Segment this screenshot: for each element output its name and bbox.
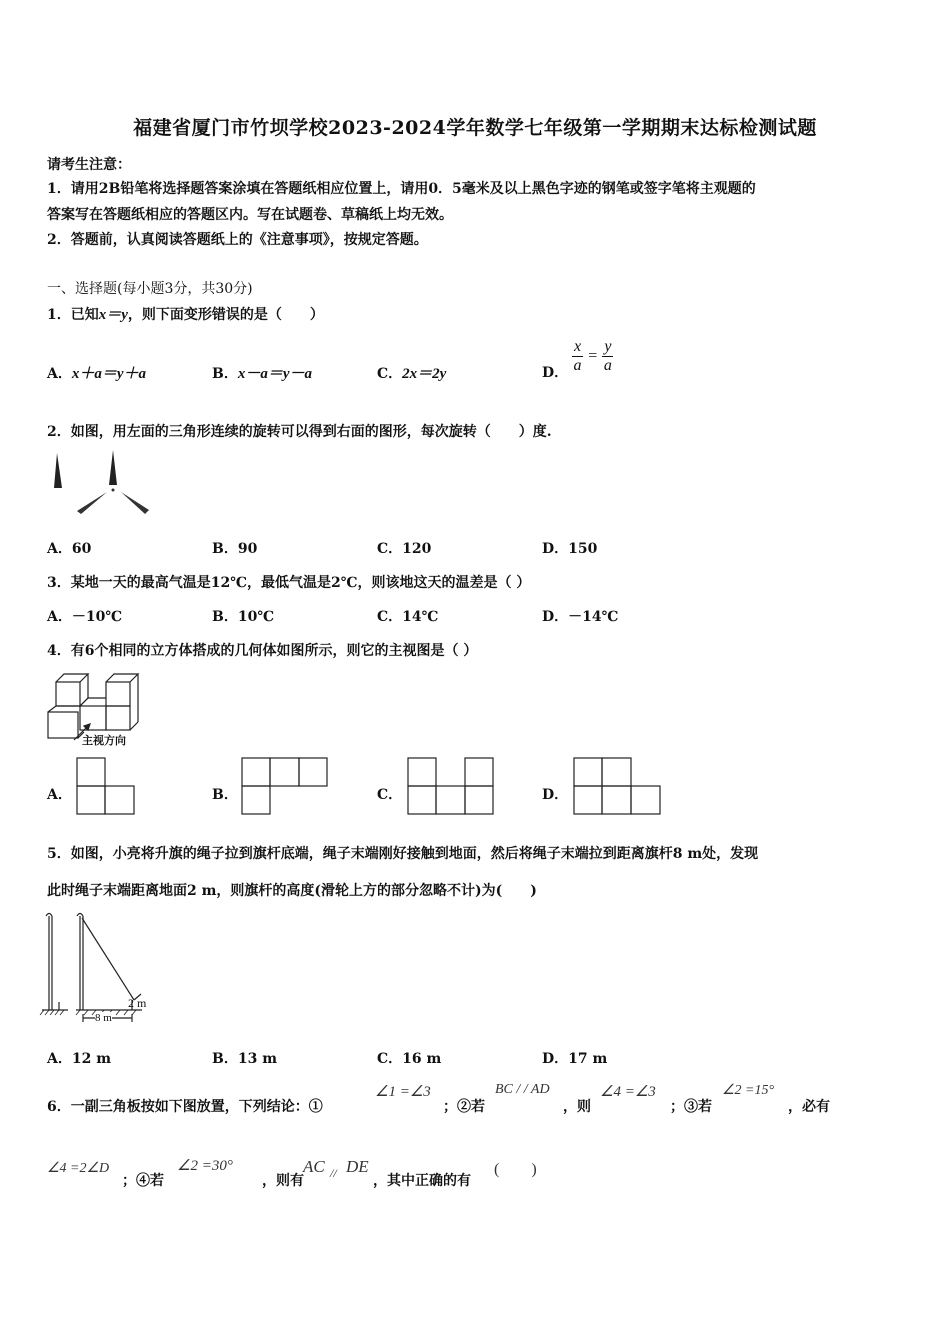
option-label: A． — [47, 541, 72, 557]
q6-math-6: ∠2 =30° — [177, 1158, 233, 1174]
option-text: 13 m — [237, 1051, 278, 1067]
q6-math-7b: // — [330, 1166, 337, 1180]
q3-option-a[interactable] — [47, 606, 122, 626]
option-text: 2x＝2y — [402, 366, 447, 382]
q1-stem-suffix: ，则下面变形错误的是（ ） — [127, 307, 324, 323]
q3-option-b[interactable] — [212, 606, 274, 626]
q4-option-b-label[interactable]: B． — [212, 787, 238, 803]
option-label: B． — [212, 366, 238, 382]
q4-option-d-figure — [573, 757, 663, 815]
q1-option-a[interactable] — [47, 362, 146, 383]
q1-option-d-label[interactable]: D． — [542, 365, 569, 381]
q5-label-8m: 8 m — [95, 1012, 112, 1024]
option-label: C． — [377, 609, 403, 625]
q6-text-1: 6．一副三角板按如下图放置，下列结论：① — [47, 1099, 323, 1115]
q5-option-b[interactable] — [212, 1048, 277, 1068]
option-label: D． — [542, 541, 569, 557]
q6-math-5: ∠4 =2∠D — [47, 1161, 110, 1176]
q6-text-4: ；③若 — [670, 1099, 712, 1115]
q3-stem: 3．某地一天的最高气温是12℃，最低气温是2℃，则该地这天的温差是（ ） — [47, 575, 531, 591]
option-text: 12 m — [71, 1051, 112, 1067]
q6-math-7a: AC — [303, 1157, 325, 1176]
q6-text-6: ；④若 — [122, 1173, 164, 1189]
option-text: 17 m — [568, 1051, 608, 1067]
q5-option-c[interactable] — [377, 1048, 441, 1068]
q2-stem: 2．如图，用左面的三角形连续的旋转可以得到右面的图形，每次旋转（ ）度. — [47, 424, 552, 440]
option-label: D． — [542, 609, 569, 625]
option-label: C． — [377, 541, 403, 557]
option-label: B． — [212, 541, 238, 557]
option-text: 120 — [402, 541, 432, 557]
option-text: 150 — [568, 541, 598, 557]
option-text: －14℃ — [568, 609, 619, 625]
q5-option-a[interactable] — [47, 1048, 111, 1068]
q4-option-b-figure — [241, 757, 329, 815]
option-text: 60 — [71, 541, 92, 557]
option-label: C． — [377, 1051, 403, 1067]
q1-stem — [47, 303, 324, 324]
option-label: B． — [212, 609, 238, 625]
q4-option-a-label[interactable]: A． — [47, 787, 72, 803]
notice-line-3: 2．答题前，认真阅读答题纸上的《注意事项》，按规定答题。 — [47, 232, 428, 248]
q4-stem: 4．有6个相同的立方体搭成的几何体如图所示，则它的主视图是（ ） — [47, 643, 478, 659]
q1-option-c[interactable] — [377, 362, 446, 383]
q6-answer-bracket: ( ) — [494, 1161, 537, 1178]
option-label: C． — [377, 366, 403, 382]
q2-option-b[interactable] — [212, 538, 257, 558]
option-label: B． — [212, 1051, 238, 1067]
page-title: 福建省厦门市竹坝学校2023-2024学年数学七年级第一学期期末达标检测试题 — [133, 117, 817, 139]
option-text: 10℃ — [237, 609, 275, 625]
q1-stem-math: x＝y — [98, 307, 128, 323]
fraction-y-over-a: $\frac{y}{a}$ — [603, 338, 612, 374]
q5-option-d[interactable] — [542, 1048, 607, 1068]
q6-math-7c: DE — [346, 1157, 369, 1176]
option-text: 16 m — [402, 1051, 442, 1067]
q1-option-d-fraction — [572, 338, 613, 375]
q6-text-3: ，则 — [563, 1099, 591, 1115]
q6-math-3: ∠4 =∠3 — [600, 1084, 656, 1100]
option-label: A． — [47, 1051, 72, 1067]
q2-option-d[interactable] — [542, 538, 597, 558]
q6-math-1: ∠1 =∠3 — [375, 1084, 431, 1100]
q2-rotation-figure — [45, 448, 155, 518]
q3-option-d[interactable] — [542, 606, 618, 626]
notice-heading: 请考生注意： — [47, 157, 131, 173]
option-label: A． — [47, 609, 72, 625]
option-label: A． — [47, 366, 72, 382]
q2-option-c[interactable] — [377, 538, 431, 558]
q6-text-7: ，则有 — [262, 1173, 304, 1189]
option-text: x＋a＝y＋a — [71, 366, 147, 382]
q5-label-2m: 2 m — [128, 996, 147, 1010]
q6-math-4: ∠2 =15° — [722, 1083, 775, 1098]
section-heading: 一、选择题(每小题3分，共30分) — [47, 281, 253, 297]
notice-line-1: 1．请用2B铅笔将选择题答案涂填在答题纸相应位置上，请用0．5毫米及以上黑色字迹的钢笔或签字笔将主观题的 — [47, 181, 756, 197]
q1-option-b[interactable] — [212, 362, 312, 383]
equals-sign: = — [588, 347, 598, 365]
q4-option-a-figure — [76, 757, 136, 815]
option-text: －10℃ — [71, 609, 123, 625]
q5-stem-line-2: 此时绳子末端距离地面2 m，则旗杆的高度(滑轮上方的部分忽略不计)为( ) — [47, 883, 537, 899]
q4-option-c-label[interactable]: C． — [377, 787, 403, 803]
option-label: D． — [542, 1051, 569, 1067]
q5-stem-line-1: 5．如图，小亮将升旗的绳子拉到旗杆底端，绳子末端刚好接触到地面，然后将绳子末端拉到距离旗杆8 m处，发现 — [47, 846, 759, 862]
q4-figure-label: 主视方向 — [82, 734, 126, 747]
q6-text-2: ；②若 — [443, 1099, 485, 1115]
option-text: 90 — [237, 541, 258, 557]
option-text: x－a＝y－a — [237, 366, 313, 382]
notice-line-2: 答案写在答题纸相应的答题区内。写在试题卷、草稿纸上均无效。 — [47, 207, 453, 223]
q6-text-8: ，其中正确的有 — [373, 1173, 471, 1189]
q1-stem-prefix: 1．已知 — [47, 307, 99, 323]
q3-option-c[interactable] — [377, 606, 438, 626]
option-text: 14℃ — [402, 609, 439, 625]
q6-text-5: ，必有 — [788, 1099, 830, 1115]
q2-option-a[interactable] — [47, 538, 91, 558]
fraction-x-over-a: $\frac{x}{a}$ — [573, 338, 582, 374]
q4-option-c-figure — [407, 757, 495, 815]
q6-math-2: BC / / AD — [495, 1082, 550, 1097]
q4-option-d-label[interactable]: D． — [542, 787, 569, 803]
